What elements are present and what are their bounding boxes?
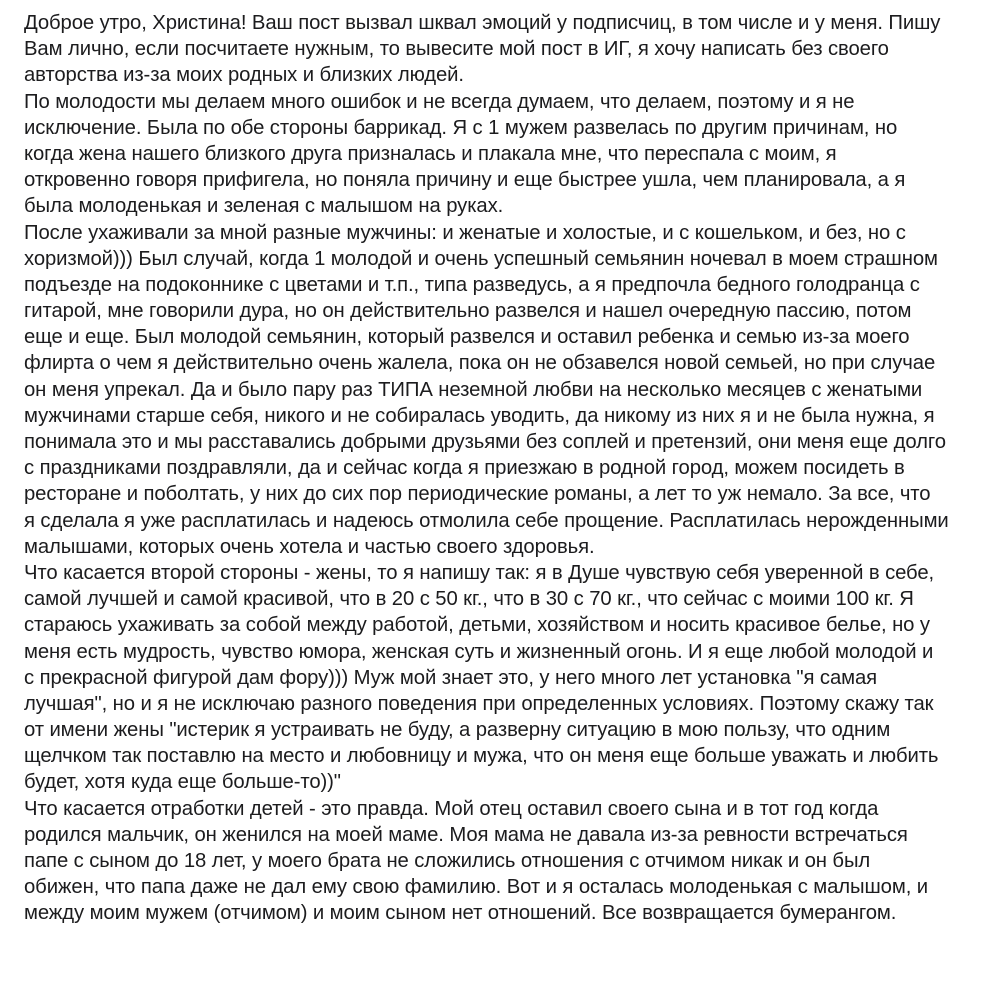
text-line: самой лучшей и самой красивой, что в 20 с 50 кг., что в 30 с 70 кг., что сейчас с моими 100 кг. Я <box>24 588 914 611</box>
text-line: исключение. Была по обе стороны баррикад. Я с 1 мужем развелась по другим причинам, но <box>24 116 898 139</box>
text-line: обижен, что папа даже не дал ему свою фамилию. Вот и я осталась молоденькая с малышом, и <box>24 876 929 899</box>
text-line: флирта о чем я действительно очень жалела, пока он не обзавелся новой семьей, но при случае <box>24 352 936 375</box>
text-line: ресторане и поболтать, у них до сих пор периодические романы, а лет то уж немало. За все, что <box>24 483 931 506</box>
text-line: папе с сыном до 18 лет, у моего брата не сложились отношения с отчимом никак и он был <box>24 850 871 872</box>
text-line: авторства из-за моих родных и близких людей. <box>24 64 464 87</box>
text-line: будет, хотя куда еще больше-то))" <box>24 771 341 794</box>
text-line: между моим мужем (отчимом) и моим сыном нет отношений. Все возвращается бумерангом. <box>24 902 897 925</box>
text-line: стараюсь ухаживать за собой между работой, детьми, хозяйством и носить красивое белье, но у <box>24 614 930 637</box>
text-line: меня есть мудрость, чувство юмора, женская суть и жизненный огонь. И я еще любой молодой и <box>24 640 934 663</box>
message-text <box>24 10 994 927</box>
text-line: щелчком так поставлю на место и любовницу и мужа, что он меня еще больше уважать и любить <box>24 745 939 768</box>
text-line: родился мальчик, он женился на моей маме. Моя мама не давала из-за ревности встречаться <box>24 823 908 846</box>
text-line: подъезде на подоконнике с цветами и т.п., типа разведусь, а я предпочла бедного голодранца с <box>24 273 920 296</box>
text-line: откровенно говоря прифигела, но поняла причину и еще быстрее ушла, чем планировала, а я <box>24 169 906 192</box>
text-line: была молоденькая и зеленая с малышом на руках. <box>24 195 504 218</box>
text-line: Что касается отработки детей - это правда. Мой отец оставил своего сына и в тот год когда <box>24 797 879 820</box>
text-line: Доброе утро, Христина! Ваш пост вызвал шквал эмоций у подписчиц, в том числе и у меня. Пишу <box>24 12 941 34</box>
text-line: Вам лично, если посчитаете нужным, то вывесите мой пост в ИГ, я хочу написать без своего <box>24 38 889 61</box>
text-line: хоризмой))) Был случай, когда 1 молодой и очень успешный семьянин ночевал в моем страшном <box>24 247 938 270</box>
text-line: мужчинами старше себя, никого и не собиралась уводить, да никому из них я и не была нужна, я <box>24 404 935 427</box>
text-line: он меня упрекал. Да и было пару раз ТИПА неземной любви на несколько месяцев с женатыми <box>24 378 923 401</box>
text-line: с праздниками поздравляли, да и сейчас когда я приезжаю в родной город, можем посидеть в <box>24 457 905 480</box>
text-line: гитарой, мне говорили дура, но он действительно развелся и нашел очередную пассию, потом <box>24 300 912 323</box>
text-line: от имени жены "истерик я устраивать не буду, а разверну ситуацию в мою пользу, что одним <box>24 719 891 742</box>
text-line: малышами, которых очень хотела и частью своего здоровья. <box>24 535 595 558</box>
text-line: еще и еще. Был молодой семьянин, который развелся и оставил ребенка и семью из-за моего <box>24 326 910 349</box>
text-line: понимала это и мы расставались добрыми друзьями без соплей и претензий, они меня еще долго <box>24 431 946 453</box>
text-line: После ухаживали за мной разные мужчины: и женатые и холостые, и с кошельком, и без, но с <box>24 221 906 244</box>
text-line: Что касается второй стороны - жены, то я напишу так: я в Душе чувствую себя уверенной в себе, <box>24 561 935 584</box>
text-line: когда жена нашего близкого друга призналась и плакала мне, что переспала с моим, я <box>24 142 837 165</box>
text-line: По молодости мы делаем много ошибок и не всегда думаем, что делаем, поэтому и я не <box>24 90 855 113</box>
text-line: с прекрасной фигурой дам фору))) Муж мой знает это, у него много лет установка "я самая <box>24 666 878 689</box>
text-line: я сделала я уже расплатилась и надеюсь отмолила себе прощение. Расплатилась нерожденными <box>24 509 949 532</box>
text-line: лучшая", но и я не исключаю разного поведения при определенных условиях. Поэтому скажу так <box>24 692 934 715</box>
